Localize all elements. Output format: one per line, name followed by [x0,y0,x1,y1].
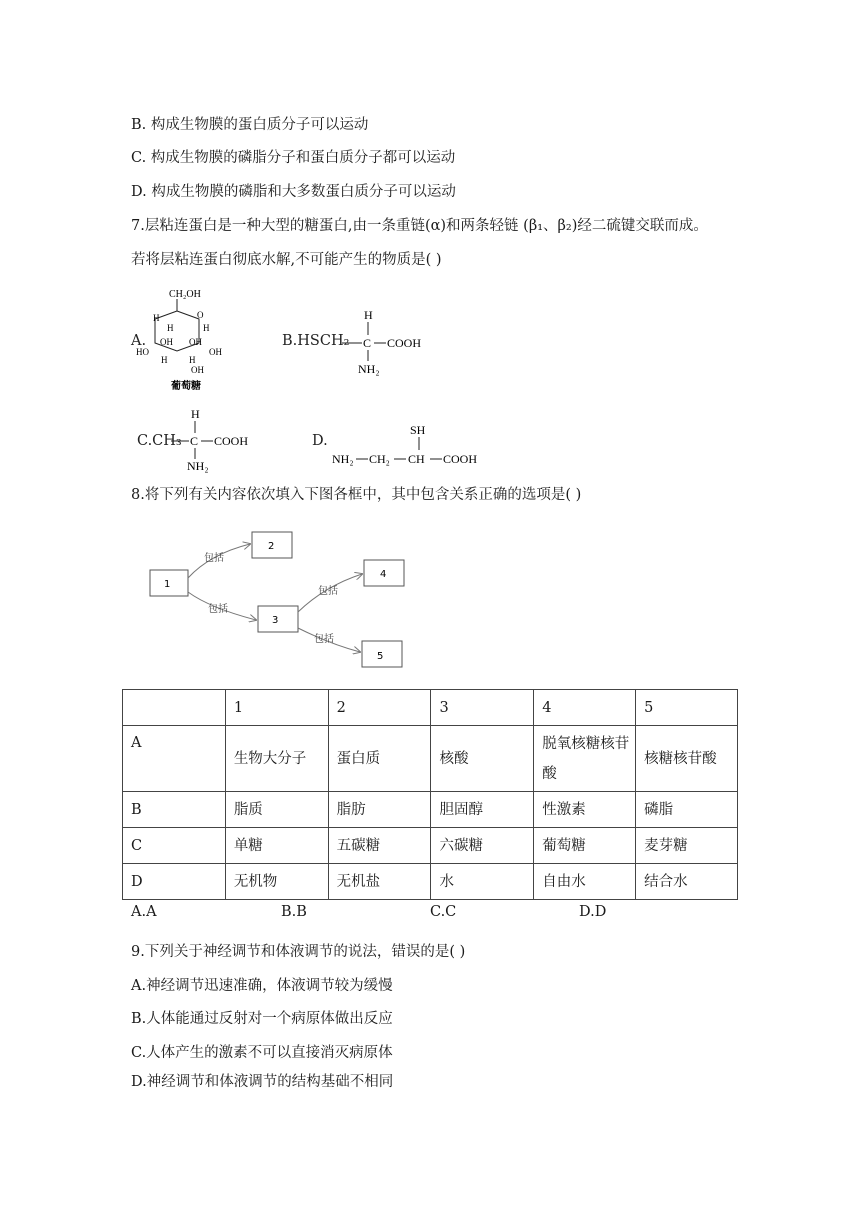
table-cell: 生物大分子 [225,726,328,792]
q9-option-d: D.神经调节和体液调节的结构基础不相同 [131,1074,394,1090]
q9-option-a: A.神经调节迅速准确，体液调节较为缓慢 [131,978,393,994]
option-c-nh2: NH₂ [187,459,209,473]
q9-stem: 9.下列关于神经调节和体液调节的说法，错误的是( ) [131,944,466,960]
table-cell: 自由水 [534,864,636,900]
glucose-h-c2: H [189,355,196,365]
option-d-ch: CH [408,452,425,466]
glucose-ho: HO [136,347,149,357]
table-cell: 单糖 [225,828,328,864]
option-d-ch2: CH₂ [369,452,390,466]
q7-option-b [282,305,442,380]
table-row [123,792,738,828]
q8-answer-b: B.B [281,904,307,920]
table-header-cell: 2 [328,690,431,726]
table-cell: 脱氧核糖核苷酸 [534,726,636,792]
table-cell: 核糖核苷酸 [636,726,738,792]
q7-option-a-label: A. [131,333,147,349]
table-row [123,864,738,900]
table-cell: 脂质 [225,792,328,828]
q7-stem-line1: 7.层粘连蛋白是一种大型的糖蛋白,由一条重链(α)和两条轻链 (β₁、β₂)经二硫键交联而成。 [131,218,708,234]
diagram-box-5-label: 5 [377,651,384,662]
table-cell: 磷脂 [636,792,738,828]
glucose-name: 葡萄糖 [171,381,201,392]
q7-option-c-label: C.CH₃ [137,433,182,449]
diagram-box-2-label: 2 [268,541,275,552]
diagram-box-1-label: 1 [164,579,171,590]
q7-stem-line2: 若将层粘连蛋白彻底水解,不可能产生的物质是( ) [131,252,442,268]
table-cell: D [123,864,226,900]
table-cell: 无机盐 [328,864,431,900]
table-cell: 无机物 [225,864,328,900]
q6-option-b: B. 构成生物膜的蛋白质分子可以运动 [131,117,369,133]
table-cell: C [123,828,226,864]
glucose-h-c5: H [153,313,160,323]
q6-option-c: C. 构成生物膜的磷脂分子和蛋白质分子都可以运动 [131,150,456,166]
option-b-h: H [364,308,373,322]
table-cell: 胆固醇 [431,792,534,828]
option-d-structure [312,420,512,475]
diagram-box-3-label: 3 [272,615,279,626]
diagram-box-4-label: 4 [380,569,387,580]
edge-1-2-label: 包括 [204,553,224,564]
option-d-nh2: NH₂ [332,452,354,466]
edge-3-5-label: 包括 [314,634,334,645]
q8-stem: 8.将下列有关内容依次填入下图各框中，其中包含关系正确的选项是( ) [131,487,582,503]
table-cell: A [123,726,226,792]
table-row [123,726,738,792]
table-cell: 麦芽糖 [636,828,738,864]
edge-3-4-label: 包括 [318,586,338,597]
table-row [123,828,738,864]
q6-option-d: D. 构成生物膜的磷脂和大多数蛋白质分子可以运动 [131,184,456,200]
glucose-ring-o: O [197,310,204,320]
q8-answer-c: C.C [430,904,457,920]
table-cell: 六碳糖 [431,828,534,864]
option-b-structure [282,305,442,380]
table-cell: 五碳糖 [328,828,431,864]
option-b-c: C [363,336,372,350]
option-c-h: H [191,407,200,421]
glucose-oh-c3: OH [160,337,173,347]
option-b-nh2: NH₂ [358,362,380,376]
glucose-oh-bottom: OH [191,365,204,375]
table-cell: 水 [431,864,534,900]
q7-option-c [137,404,297,474]
inclusion-diagram [140,528,420,678]
table-cell: 葡萄糖 [534,828,636,864]
table-cell: 蛋白质 [328,726,431,792]
q8-answer-d: D.D [579,904,607,920]
glucose-ch2oh: CH₂OH [169,289,201,300]
table-cell: 性激素 [534,792,636,828]
table-cell: 脂肪 [328,792,431,828]
option-b-cooh: COOH [387,336,422,350]
glucose-oh-c2: OH [189,337,202,347]
option-d-sh: SH [410,423,426,437]
q7-option-b-label: B.HSCH₂ [282,333,350,349]
glucose-h-c4: H [167,323,174,333]
table-header-cell: 3 [431,690,534,726]
option-c-structure [137,404,297,474]
edge-1-3-label: 包括 [208,604,228,615]
option-c-cooh: COOH [214,434,249,448]
table-cell: B [123,792,226,828]
q7-option-d [312,420,512,475]
table-header-cell: 1 [225,690,328,726]
option-c-c: C [190,434,199,448]
q7-option-a [131,283,251,398]
glucose-h-c1: H [203,323,210,333]
glucose-oh-c1: OH [209,347,222,357]
q7-option-d-label: D. [312,433,328,449]
table-header-row [123,690,738,726]
table-header-cell [123,690,226,726]
table-cell: 核酸 [431,726,534,792]
q9-option-c: C.人体产生的激素不可以直接消灭病原体 [131,1045,393,1061]
q9-option-b: B.人体能通过反射对一个病原体做出反应 [131,1011,393,1027]
table-header-cell: 4 [534,690,636,726]
glucose-structure [131,283,251,398]
option-d-cooh: COOH [443,452,478,466]
glucose-h-c3: H [161,355,168,365]
q8-answer-a: A.A [131,904,157,920]
table-header-cell: 5 [636,690,738,726]
q8-options-table [122,689,738,900]
table-cell: 结合水 [636,864,738,900]
